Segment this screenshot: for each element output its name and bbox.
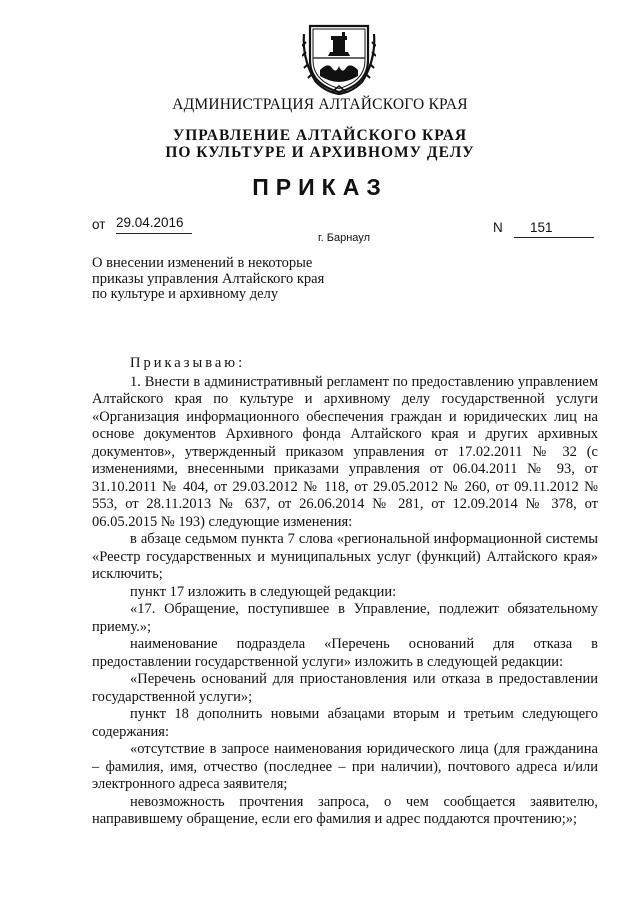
subject-line: О внесении изменений в некоторые: [92, 255, 313, 271]
body-paragraph: невозможность прочтения запроса, о чем сообщается заявителю, направившему обращение, если его фамилия и адрес поддаются прочтению;»;: [92, 793, 598, 827]
body-paragraph: в абзаце седьмом пункта 7 слова «региональной информационной системы «Реестр государственных и муниципальных услуг (функций) Алтайского края» исключить;: [92, 531, 598, 582]
order-word: Приказываю:: [130, 355, 246, 371]
document-subject: [92, 256, 392, 303]
document-date: 29.04.2016: [116, 215, 192, 234]
department-name-line1: УПРАВЛЕНИЕ АЛТАЙСКОГО КРАЯ: [172, 127, 468, 144]
city-name: г. Барнаул: [318, 232, 370, 244]
department-name-line2: ПО КУЛЬТУРЕ И АРХИВНОМУ ДЕЛУ: [165, 144, 475, 161]
date-label: от: [92, 217, 106, 232]
administration-name: АДМИНИСТРАЦИЯ АЛТАЙСКОГО КРАЯ: [172, 96, 468, 113]
number-label: N: [493, 220, 503, 235]
body-paragraph: «17. Обращение, поступившее в Управление, подлежит обязательному приему.»;: [92, 601, 598, 635]
document-body: [92, 355, 598, 829]
subject-line: приказы управления Алтайского края: [92, 270, 325, 287]
body-paragraph: «Перечень оснований для приостановления или отказа в предоставлении государственной услуги»;: [92, 671, 598, 705]
body-paragraph: пункт 18 дополнить новыми абзацами вторым и третьим следующего содержания:: [92, 706, 598, 740]
body-paragraph: «отсутствие в запросе наименования юридического лица (для гражданина – фамилия, имя, отчество (последнее – при наличии), почтового адреса и/или электронного адреса заявителя;: [92, 741, 598, 792]
document-type-title: ПРИКАЗ: [252, 174, 388, 200]
document-number: 151: [514, 220, 594, 238]
body-paragraph: наименование подраздела «Перечень оснований для отказа в предоставлении государственной услуги» изложить в следующей редакции:: [92, 636, 598, 670]
coat-of-arms-icon: [302, 20, 376, 96]
subject-line: по культуре и архивному делу: [92, 286, 279, 302]
body-paragraph: 1. Внести в административный регламент по предоставлению управлением Алтайского края по культуре и архивному делу государственной услуги «Организация информационного обеспечения граждан и юридических лиц на основе документов Архивного фонда Алтайского края и других архивных документов», утвержденный приказом управления от 17.02.2011 № 32 (с изменениями, внесенными приказами управления от 06.04.2011 № 93, от 31.10.2011 № 404, от 29.03.2012 № 118, от 29.05.2012 № 260, от 09.11.2012 № 553, от 28.11.2013 № 637, от 26.06.2014 № 281, от 12.09.2014 № 378, от 06.05.2015 № 193) следующие изменения:: [92, 373, 598, 530]
body-paragraph: пункт 17 изложить в следующей редакции:: [130, 583, 397, 600]
